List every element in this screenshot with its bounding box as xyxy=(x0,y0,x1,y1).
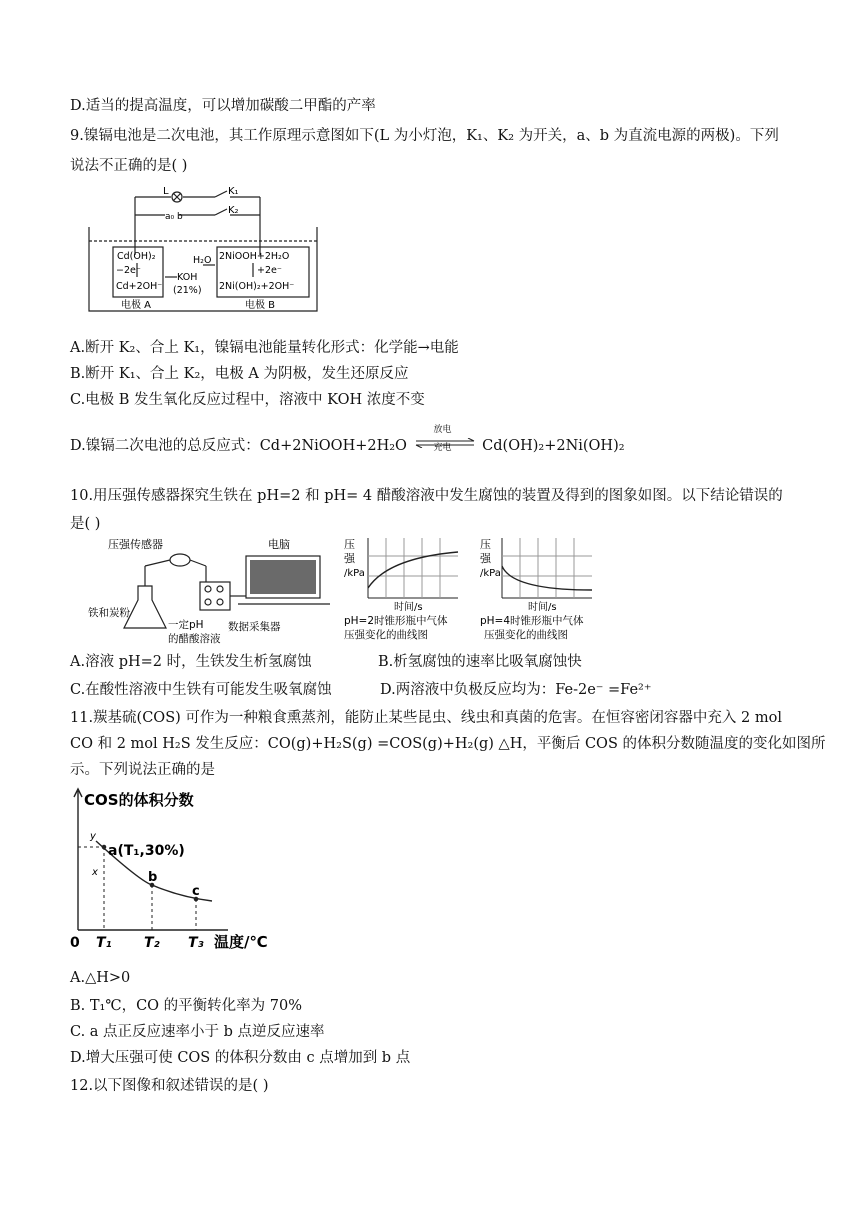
graph-ph4 xyxy=(480,538,592,641)
point-a xyxy=(102,845,107,850)
computer-screen xyxy=(250,560,316,594)
q9-option-a: A.断开 K₂、合上 K₁，镍镉电池能量转化形式：化学能→电能 xyxy=(70,340,459,356)
origin-label: 0 xyxy=(70,935,80,951)
q10-stem-line2: 是( ) xyxy=(70,516,101,532)
graph2-ylabel-3: /kPa xyxy=(480,568,501,579)
q11-stem-line3: 示。下列说法正确的是 xyxy=(70,762,215,778)
tick-t1: T₁ xyxy=(96,935,112,951)
graph2-ylabel-2: 强 xyxy=(480,552,491,565)
q8-option-d: D.适当的提高温度，可以增加碳酸二甲酯的产率 xyxy=(70,98,376,114)
mark-y: y xyxy=(90,831,96,842)
h2o-label: H₂O xyxy=(193,255,212,266)
electrode-a-top: Cd(OH)₂ xyxy=(117,251,156,262)
electrode-b-top: 2NiOOH+2H₂O xyxy=(219,251,290,262)
q11-option-a: A.△H>0 xyxy=(70,970,131,986)
q11-stem-line2: CO 和 2 mol H₂S 发生反应：CO(g)+H₂S(g) =COS(g)+H₂(g) △H，平衡后 COS 的体积分数随温度的变化如图所 xyxy=(70,736,826,752)
q9-option-b: B.断开 K₁、合上 K₂，电极 A 为阴极，发生还原反应 xyxy=(70,366,409,382)
graph2-caption-1: pH=4时锥形瓶中气体 xyxy=(480,615,584,627)
q9-option-d xyxy=(70,425,625,456)
q11-option-d: D.增大压强可使 COS 的体积分数由 c 点增加到 b 点 xyxy=(70,1050,411,1066)
arrow-discharge-label: 放电 xyxy=(433,425,452,435)
point-c-label: c xyxy=(192,884,200,899)
point-b-label: b xyxy=(148,870,158,885)
electrode-b-bottom: 2Ni(OH)₂+2OH⁻ xyxy=(219,281,295,292)
q10-stem-line1: 10.用压强传感器探究生铁在 pH=2 和 pH= 4 醋酸溶液中发生腐蚀的装置及得到的图象如图。以下结论错误的 xyxy=(70,488,783,504)
tick-t2: T₂ xyxy=(144,935,160,951)
mark-x: x xyxy=(92,867,98,878)
sensor-label: 压强传感器 xyxy=(108,538,163,551)
koh-percent: (21%) xyxy=(173,285,202,296)
lamp-label: L xyxy=(163,186,169,197)
q9-battery-diagram xyxy=(85,185,325,313)
reversible-arrow xyxy=(412,425,478,456)
q11-cos-graph xyxy=(70,785,290,955)
x-axis-label: 温度/℃ xyxy=(214,933,268,951)
q9-option-c: C.电极 B 发生氧化反应过程中，溶液中 KOH 浓度不变 xyxy=(70,392,425,408)
solution-label-2: 的醋酸溶液 xyxy=(168,633,221,645)
q9-option-d-right: Cd(OH)₂+2Ni(OH)₂ xyxy=(482,438,625,454)
electrode-b-label: 电极 B xyxy=(245,300,276,311)
graph2-ylabel-1: 压 xyxy=(480,538,491,551)
tick-t3: T₃ xyxy=(188,935,204,951)
point-a-label: a(T₁,30%) xyxy=(108,843,185,859)
q9-stem-line1: 9.镍镉电池是二次电池，其工作原理示意图如下(L 为小灯泡，K₁、K₂ 为开关，a、b 为直流电源的两极)。下列 xyxy=(70,128,779,144)
koh-label: KOH xyxy=(177,272,198,283)
graph1-caption-1: pH=2时锥形瓶中气体 xyxy=(344,615,448,627)
solution-label-1: 一定pH xyxy=(168,619,204,631)
graph-ph2 xyxy=(344,538,458,641)
graph1-ylabel-3: /kPa xyxy=(344,568,365,579)
electrode-b-mid: +2e⁻ xyxy=(257,265,282,276)
q9-stem-line2: 说法不正确的是( ) xyxy=(70,158,188,174)
graph2-caption-2: 压强变化的曲线图 xyxy=(484,629,568,641)
q10-option-d: D.两溶液中负极反应均为：Fe-2e⁻ =Fe²⁺ xyxy=(380,682,652,698)
q12-stem: 12.以下图像和叙述错误的是( ) xyxy=(70,1078,269,1094)
switch-k1-label: K₁ xyxy=(228,186,239,197)
graph1-xlabel: 时间/s xyxy=(394,602,423,613)
q10-option-a: A.溶液 pH=2 时，生铁发生析氢腐蚀 xyxy=(70,654,312,670)
iron-label: 铁和炭粉 xyxy=(88,607,130,619)
q11-stem-line1: 11.羰基硫(COS) 可作为一种粮食熏蒸剂，能防止某些昆虫、线虫和真菌的危害。在恒容密闭容器中充入 2 mol xyxy=(70,710,782,726)
q10-option-b: B.析氢腐蚀的速率比吸氧腐蚀快 xyxy=(378,654,582,670)
q9-option-d-left: D.镍镉二次电池的总反应式：Cd+2NiOOH+2H₂O xyxy=(70,438,407,454)
graph1-ylabel-1: 压 xyxy=(344,538,355,551)
computer-label: 电脑 xyxy=(268,538,290,551)
q11-option-c: C. a 点正反应速率小于 b 点逆反应速率 xyxy=(70,1024,325,1040)
q11-option-b: B. T₁℃，CO 的平衡转化率为 70% xyxy=(70,998,303,1014)
graph2-xlabel: 时间/s xyxy=(528,602,557,613)
electrode-a-bottom: Cd+2OH⁻ xyxy=(116,281,163,292)
y-axis-label: COS的体积分数 xyxy=(84,791,194,809)
collector-label: 数据采集器 xyxy=(228,621,281,633)
q10-apparatus-figure xyxy=(88,536,628,646)
power-poles-label: a₀ b xyxy=(165,212,183,222)
arrow-charge-label: 充电 xyxy=(433,443,452,453)
graph1-ylabel-2: 强 xyxy=(344,552,355,565)
switch-k2-label: K₂ xyxy=(228,205,239,216)
graph1-caption-2: 压强变化的曲线图 xyxy=(344,629,428,641)
electrode-a-label: 电极 A xyxy=(121,300,152,311)
q10-option-c: C.在酸性溶液中生铁有可能发生吸氧腐蚀 xyxy=(70,682,332,698)
electrode-a-mid: −2e⁻ xyxy=(116,265,141,276)
